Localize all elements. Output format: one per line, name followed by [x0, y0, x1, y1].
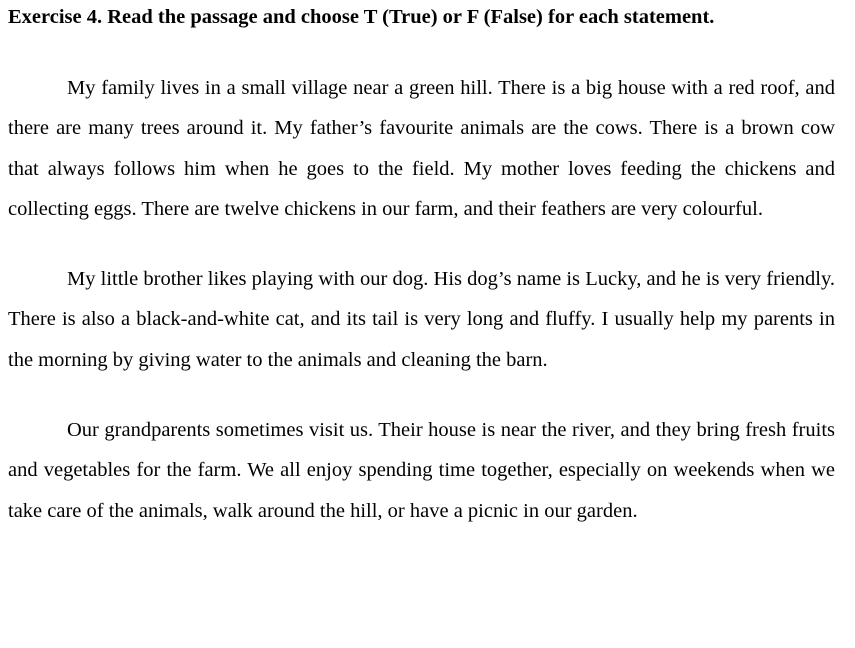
passage-paragraph-1: My family lives in a small village near a green hill. There is a big house with a red roof, and there are many trees around it. My father’s favourite animals are the cows. There is a brown cow that always follows him when he goes to the field. My mother loves feeding the chickens and collecting eggs. There are twelve chickens in our farm, and their feathers are very colourful. — [8, 77, 835, 220]
exercise-title: Exercise 4. Read the passage and choose T (True) or F (False) for each statement. — [8, 6, 715, 28]
passage-paragraph-2: My little brother likes playing with our dog. His dog’s name is Lucky, and he is very friendly. There is also a black-and-white cat, and its tail is very long and fluffy. I usually help my parents in the morning by giving water to the animals and cleaning the barn. — [8, 268, 835, 371]
exercise-document — [8, 0, 835, 531]
passage-paragraph-3: Our grandparents sometimes visit us. Their house is near the river, and they bring fresh fruits and vegetables for the farm. We all enjoy spending time together, especially on weekends when we take care of the animals, walk around the hill, or have a picnic in our garden. — [8, 419, 835, 522]
